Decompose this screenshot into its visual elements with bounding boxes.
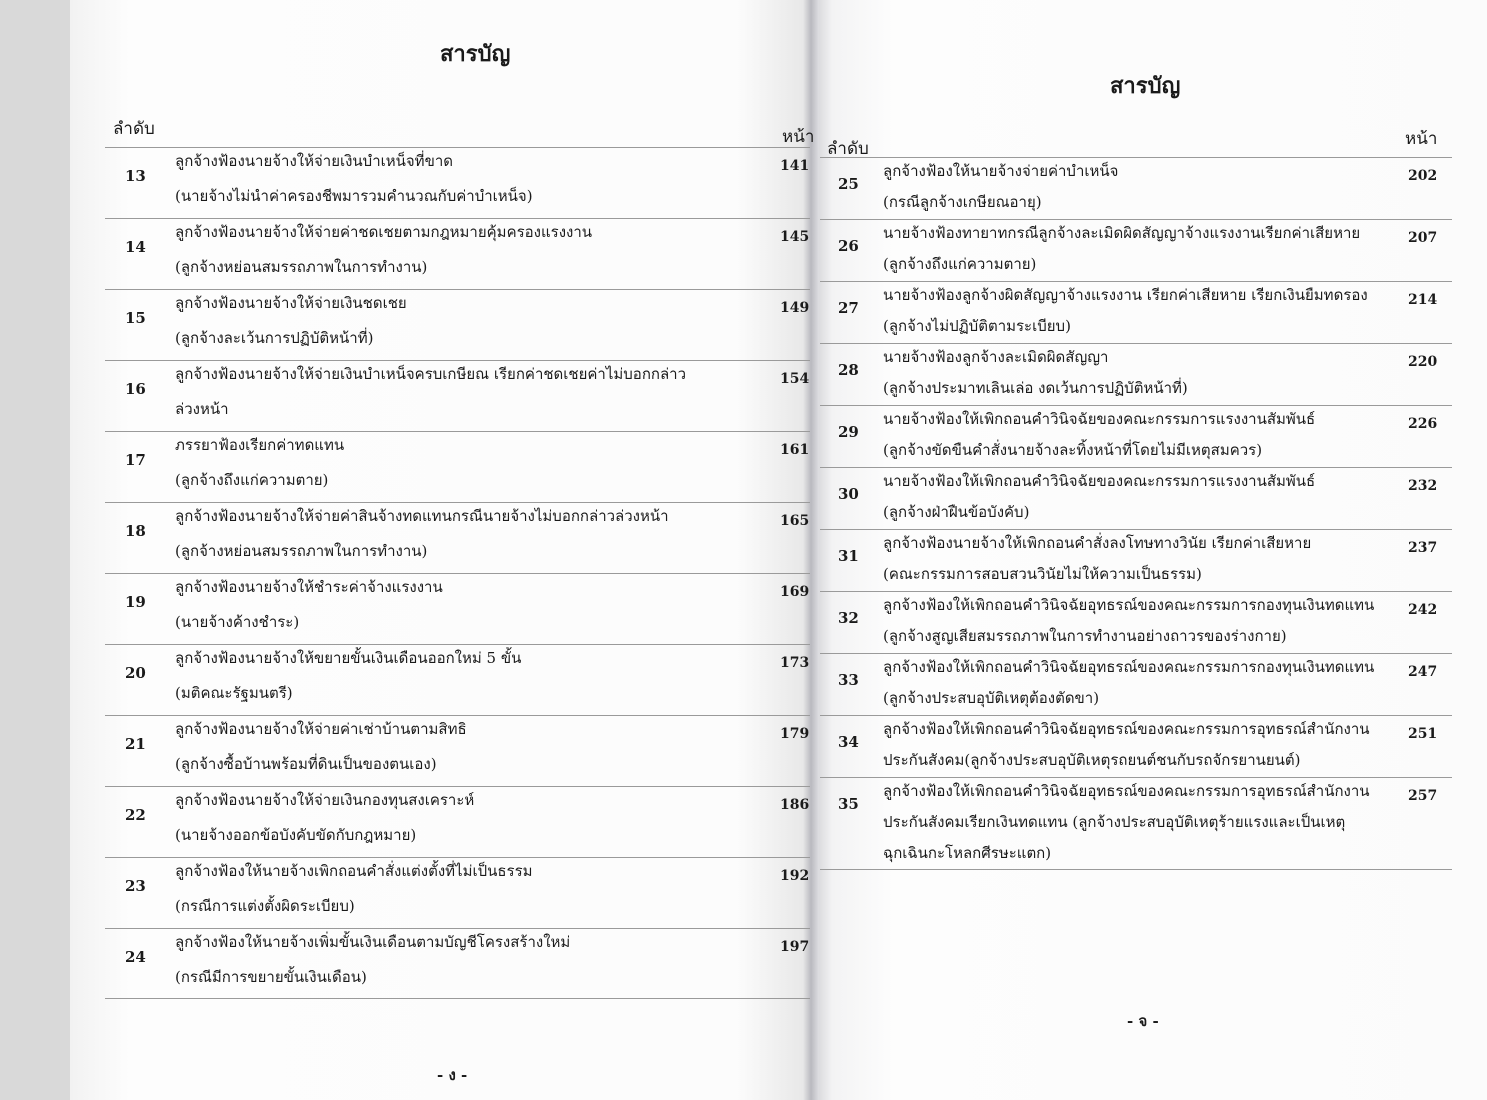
toc-entry [820,529,1452,591]
entry-title-line: นายจ้างฟ้องลูกจ้างผิดสัญญาจ้างแรงงาน เรียกค่าเสียหาย เรียกเงินยืมทดรอง [883,286,1368,304]
entry-number: 30 [838,485,859,504]
entry-number: 17 [125,451,146,470]
right-col-page-header: หน้า [1405,129,1438,149]
entry-title-line: ลูกจ้างฟ้องนายจ้างให้ชำระค่าจ้างแรงงาน [175,578,443,596]
entry-title-line: ลูกจ้างฟ้องให้เพิกถอนคำวินิจฉัยอุทธรณ์ของคณะกรรมการกองทุนเงินทดแทน [883,596,1375,614]
entry-title-line: ลูกจ้างฟ้องให้เพิกถอนคำวินิจฉัยอุทธรณ์ของคณะกรรมการอุทธรณ์สำนักงาน [883,720,1370,738]
entry-title-line: (ลูกจ้างละเว้นการปฏิบัติหน้าที่) [175,329,374,347]
entry-page-number: 242 [1408,602,1438,618]
entry-number: 24 [125,948,146,967]
right-page-title: สารบัญ [1110,73,1181,99]
entry-number: 19 [125,593,146,612]
entry-page-number: 173 [780,655,810,671]
entry-page-number: 145 [780,229,810,245]
entry-title [883,350,1188,412]
entry-title-line: (ลูกจ้างหย่อนสมรรถภาพในการทำงาน) [175,258,428,276]
entry-number: 32 [838,609,859,628]
entry-title-line: (มติคณะรัฐมนตรี) [175,684,293,702]
left-toc-list [105,147,810,999]
entry-title [175,864,533,934]
entry-title-line: ลูกจ้างฟ้องนายจ้างให้จ่ายค่าชดเชยตามกฎหมายคุ้มครองแรงงาน [175,223,593,241]
entry-title-line: ภรรยาฟ้องเรียกค่าทดแทน [175,436,345,454]
entry-page-number: 149 [780,300,810,316]
entry-title-line: ลูกจ้างฟ้องนายจ้างให้จ่ายเงินชดเชย [175,294,407,312]
entry-title-line: ลูกจ้างฟ้องให้นายจ้างเพิ่มขั้นเงินเดือนตามบัญชีโครงสร้างใหม่ [175,933,571,951]
entry-title-line: ลูกจ้างฟ้องให้นายจ้างเพิกถอนคำสั่งแต่งตั้งที่ไม่เป็นธรรม [175,862,533,880]
toc-entry [105,786,810,857]
entry-title-line: นายจ้างฟ้องลูกจ้างละเมิดผิดสัญญา [883,348,1109,366]
entry-title-line: (ลูกจ้างสูญเสียสมรรถภาพในการทำงานอย่างถาวรของร่างกาย) [883,627,1287,645]
toc-entry [105,431,810,502]
entry-number: 21 [125,735,146,754]
entry-title-line: ลูกจ้างฟ้องนายจ้างให้ขยายขั้นเงินเดือนออกใหม่ 5 ขั้น [175,649,522,667]
entry-title [883,660,1374,722]
entry-title-line: (กรณีการแต่งตั้งผิดระเบียบ) [175,897,355,915]
entry-title-line: (ลูกจ้างฝ่าฝืนข้อบังคับ) [883,503,1030,521]
toc-entry [820,715,1452,777]
entry-number: 23 [125,877,146,896]
entry-page-number: 169 [780,584,810,600]
entry-page-number: 251 [1408,726,1438,742]
entry-title-line: (นายจ้างไม่นำค่าครองชีพมารวมคำนวณกับค่าบำเหน็จ) [175,187,533,205]
entry-number: 26 [838,237,859,256]
toc-entry [105,289,810,360]
entry-title [883,474,1315,536]
toc-entry [105,857,810,928]
entry-title-line: ลูกจ้างฟ้องให้นายจ้างจ่ายค่าบำเหน็จ [883,162,1119,180]
entry-title [883,722,1370,784]
entry-number: 18 [125,522,146,541]
toc-entry [820,467,1452,529]
toc-entry [820,343,1452,405]
entry-title-line: (ลูกจ้างถึงแก่ความตาย) [175,471,329,489]
entry-page-number: 179 [780,726,810,742]
right-col-order-header: ลำดับ [827,139,869,159]
entry-title-line: ลูกจ้างฟ้องนายจ้างให้จ่ายเงินกองทุนสงเคราะห์ [175,791,475,809]
entry-title [175,225,592,295]
toc-entry [820,777,1452,870]
left-page-title: สารบัญ [440,41,511,67]
entry-title-line: (ลูกจ้างไม่ปฏิบัติตามระเบียบ) [883,317,1071,335]
toc-entry [820,591,1452,653]
entry-title [883,598,1374,660]
entry-title-line: ลูกจ้างฟ้องนายจ้างให้เพิกถอนคำสั่งลงโทษทางวินัย เรียกค่าเสียหาย [883,534,1312,552]
entry-number: 27 [838,299,859,318]
entry-title [175,509,669,579]
entry-title-line: ล่วงหน้า [175,400,229,418]
entry-title-line: นายจ้างฟ้องให้เพิกถอนคำวินิจฉัยของคณะกรรมการแรงงานสัมพันธ์ [883,410,1316,428]
entry-page-number: 161 [780,442,810,458]
toc-entry [820,281,1452,343]
entry-title [883,226,1360,288]
entry-number: 20 [125,664,146,683]
entry-number: 31 [838,547,859,566]
entry-title-line: นายจ้างฟ้องทายาทกรณีลูกจ้างละเมิดผิดสัญญาจ้างแรงงานเรียกค่าเสียหาย [883,224,1361,242]
entry-title-line: (กรณีลูกจ้างเกษียณอายุ) [883,193,1042,211]
entry-title-line: (ลูกจ้างถึงแก่ความตาย) [883,255,1037,273]
toc-entry [105,573,810,644]
entry-title [883,536,1311,598]
entry-title [175,651,521,721]
toc-entry [105,147,810,218]
entry-title-line: (นายจ้างออกข้อบังคับขัดกับกฎหมาย) [175,826,417,844]
right-page-number: - จ - [1127,1012,1159,1030]
left-col-order-header: ลำดับ [113,119,155,139]
entry-page-number: 202 [1408,168,1438,184]
entry-title-line: (ลูกจ้างหย่อนสมรรถภาพในการทำงาน) [175,542,428,560]
entry-page-number: 232 [1408,478,1438,494]
entry-title-line: ลูกจ้างฟ้องให้เพิกถอนคำวินิจฉัยอุทธรณ์ของคณะกรรมการกองทุนเงินทดแทน [883,658,1375,676]
entry-page-number: 207 [1408,230,1438,246]
entry-number: 35 [838,795,859,814]
entry-page-number: 237 [1408,540,1438,556]
entry-title-line: นายจ้างฟ้องให้เพิกถอนคำวินิจฉัยของคณะกรรมการแรงงานสัมพันธ์ [883,472,1316,490]
toc-entry [105,644,810,715]
entry-number: 14 [125,238,146,257]
entry-page-number: 257 [1408,788,1438,804]
entry-page-number: 154 [780,371,810,387]
entry-title [175,296,407,366]
entry-title-line: (ลูกจ้างขัดขืนคำสั่งนายจ้างละทิ้งหน้าที่โดยไม่มีเหตุสมควร) [883,441,1263,459]
entry-title [883,412,1315,474]
entry-page-number: 220 [1408,354,1438,370]
toc-entry [105,218,810,289]
entry-title-line: (ลูกจ้างซื้อบ้านพร้อมที่ดินเป็นของตนเอง) [175,755,437,773]
entry-title-line: ลูกจ้างฟ้องนายจ้างให้จ่ายค่าสินจ้างทดแทนกรณีนายจ้างไม่บอกกล่าวล่วงหน้า [175,507,669,525]
left-col-page-header: หน้า [782,127,815,147]
entry-number: 34 [838,733,859,752]
entry-title [175,793,474,863]
entry-page-number: 186 [780,797,810,813]
entry-number: 13 [125,167,146,186]
toc-entry [820,157,1452,219]
entry-number: 25 [838,175,859,194]
entry-page-number: 197 [780,939,810,955]
toc-entry [105,360,810,431]
entry-title-line: (ลูกจ้างประสบอุบัติเหตุต้องตัดขา) [883,689,1100,707]
entry-title [883,164,1118,226]
entry-title-line: ลูกจ้างฟ้องให้เพิกถอนคำวินิจฉัยอุทธรณ์ของคณะกรรมการอุทธรณ์สำนักงาน [883,782,1370,800]
entry-title-line: ลูกจ้างฟ้องนายจ้างให้จ่ายเงินบำเหน็จที่ขาด [175,152,453,170]
entry-title [883,288,1368,350]
toc-entry [105,928,810,999]
entry-title-line: ประกันสังคม(ลูกจ้างประสบอุบัติเหตุรถยนต์ชนกับรถจักรยานยนต์) [883,751,1301,769]
entry-title [175,154,533,224]
entry-page-number: 214 [1408,292,1438,308]
entry-page-number: 165 [780,513,810,529]
entry-page-number: 247 [1408,664,1438,680]
entry-number: 16 [125,380,146,399]
entry-page-number: 192 [780,868,810,884]
toc-entry [105,502,810,573]
entry-title [175,722,467,792]
entry-title [175,935,570,1005]
toc-entry [820,219,1452,281]
left-page-number: - ง - [437,1066,468,1084]
entry-title [175,580,443,650]
entry-page-number: 141 [780,158,810,174]
entry-number: 29 [838,423,859,442]
entry-title-line: ลูกจ้างฟ้องนายจ้างให้จ่ายเงินบำเหน็จครบเกษียณ เรียกค่าชดเชยค่าไม่บอกกล่าว [175,365,687,383]
right-toc-list [820,157,1452,870]
entry-number: 28 [838,361,859,380]
entry-number: 33 [838,671,859,690]
entry-title-line: ฉุกเฉินกะโหลกศีรษะแตก) [883,844,1052,862]
entry-title-line: (คณะกรรมการสอบสวนวินัยไม่ให้ความเป็นธรรม) [883,565,1202,583]
entry-number: 15 [125,309,146,328]
entry-title [175,367,686,437]
toc-entry [105,715,810,786]
entry-title-line: (ลูกจ้างประมาทเลินเล่อ งดเว้นการปฏิบัติหน้าที่) [883,379,1188,397]
entry-title-line: (นายจ้างค้างชำระ) [175,613,300,631]
entry-title [883,784,1370,877]
toc-entry [820,405,1452,467]
entry-title-line: ประกันสังคมเรียกเงินทดแทน (ลูกจ้างประสบอุบัติเหตุร้ายแรงและเป็นเหตุ [883,813,1346,831]
entry-number: 22 [125,806,146,825]
entry-page-number: 226 [1408,416,1438,432]
toc-entry [820,653,1452,715]
entry-title-line: (กรณีมีการขยายขั้นเงินเดือน) [175,968,367,986]
entry-title [175,438,344,508]
entry-title-line: ลูกจ้างฟ้องนายจ้างให้จ่ายค่าเช่าบ้านตามสิทธิ [175,720,467,738]
